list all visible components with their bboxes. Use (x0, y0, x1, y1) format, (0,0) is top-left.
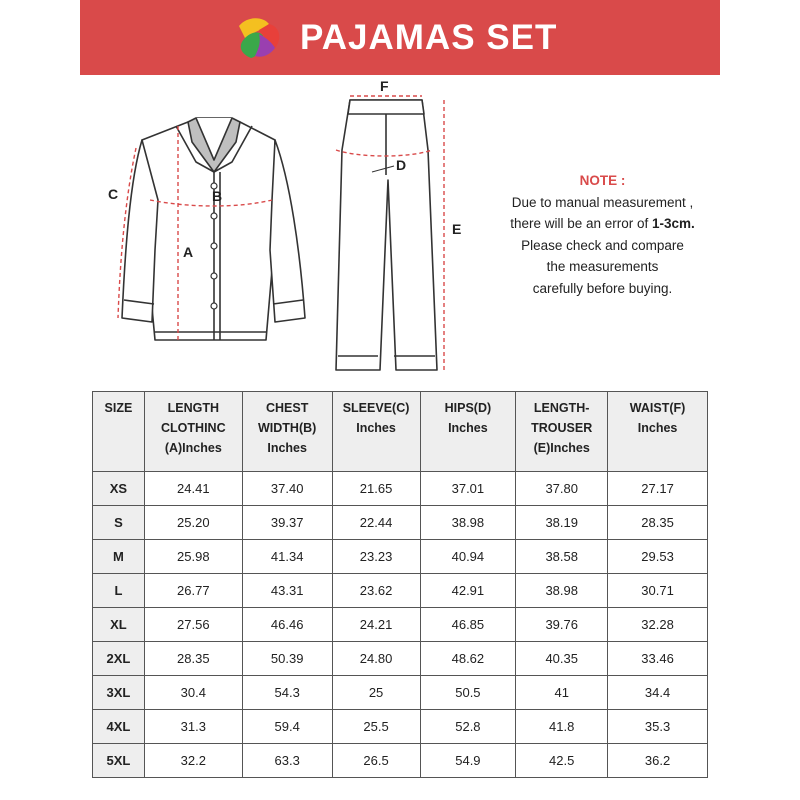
dim-label-b: B (212, 188, 223, 204)
measurement-cell: 25 (332, 676, 420, 710)
measurement-cell: 32.2 (144, 744, 242, 778)
column-header-line: HIPS(D) (444, 401, 492, 415)
dim-label-c: C (108, 186, 119, 202)
column-header-line: CHEST (265, 401, 309, 415)
note-line-4: the measurements (546, 259, 659, 274)
measurement-cell: 37.40 (242, 472, 332, 506)
measurement-cell: 23.23 (332, 540, 420, 574)
measurement-cell: 54.3 (242, 676, 332, 710)
note-line-1: Due to manual measurement , (511, 194, 694, 210)
measurement-cell: 26.5 (332, 744, 420, 778)
size-cell: XL (93, 608, 145, 642)
size-cell: XS (93, 472, 145, 506)
measurement-cell: 54.9 (420, 744, 516, 778)
measurement-cell: 41.8 (516, 710, 608, 744)
measurement-cell: 37.80 (516, 472, 608, 506)
measurement-cell: 59.4 (242, 710, 332, 744)
measurement-cell: 31.3 (144, 710, 242, 744)
measurement-cell: 37.01 (420, 472, 516, 506)
measurement-cell: 42.91 (420, 574, 516, 608)
column-header-line: (E)Inches (533, 441, 590, 455)
measurement-cell: 28.35 (144, 642, 242, 676)
dim-label-d: D (396, 157, 407, 173)
page-title: PAJAMAS SET (300, 18, 558, 57)
column-header-line: SIZE (104, 401, 133, 415)
measurement-cell: 40.94 (420, 540, 516, 574)
column-header (608, 392, 708, 472)
table-row (93, 540, 708, 574)
measurement-cell: 30.4 (144, 676, 242, 710)
measurement-cell: 48.62 (420, 642, 516, 676)
measurement-cell: 25.5 (332, 710, 420, 744)
column-header (93, 392, 145, 472)
dim-label-a: A (183, 244, 194, 260)
measurement-cell: 30.71 (608, 574, 708, 608)
measurement-cell: 32.28 (608, 608, 708, 642)
measurement-cell: 33.46 (608, 642, 708, 676)
measurement-cell: 34.4 (608, 676, 708, 710)
column-header-line: Inches (637, 421, 678, 435)
measurement-cell: 39.76 (516, 608, 608, 642)
table-row (93, 472, 708, 506)
column-header (420, 392, 516, 472)
table-row (93, 710, 708, 744)
measurement-cell: 24.21 (332, 608, 420, 642)
column-header (332, 392, 420, 472)
size-cell: 4XL (93, 710, 145, 744)
measurement-note (495, 170, 710, 299)
measurement-cell: 50.5 (420, 676, 516, 710)
measurement-cell: 46.46 (242, 608, 332, 642)
measurement-cell: 38.19 (516, 506, 608, 540)
size-chart-table (92, 391, 708, 778)
note-line-5: carefully before buying. (532, 280, 673, 296)
column-header-line: WAIST(F) (629, 401, 686, 415)
size-cell: L (93, 574, 145, 608)
measurement-cell: 27.56 (144, 608, 242, 642)
size-cell: 2XL (93, 642, 145, 676)
measurement-cell: 46.85 (420, 608, 516, 642)
measurement-cell: 23.62 (332, 574, 420, 608)
table-header-row (93, 392, 708, 472)
measurement-cell: 27.17 (608, 472, 708, 506)
table-row (93, 506, 708, 540)
measurement-cell: 22.44 (332, 506, 420, 540)
measurement-cell: 28.35 (608, 506, 708, 540)
pants-drawing (336, 100, 437, 370)
measurement-cell: 63.3 (242, 744, 332, 778)
measurement-cell: 35.3 (608, 710, 708, 744)
measurement-cell: 29.53 (608, 540, 708, 574)
size-cell: S (93, 506, 145, 540)
column-header-line: (A)Inches (164, 441, 222, 455)
measurement-cell: 42.5 (516, 744, 608, 778)
table-row (93, 642, 708, 676)
column-header (242, 392, 332, 472)
column-header (516, 392, 608, 472)
measurement-cell: 36.2 (608, 744, 708, 778)
measurement-cell: 24.41 (144, 472, 242, 506)
column-header-line: TROUSER (531, 421, 593, 435)
measurement-cell: 38.98 (420, 506, 516, 540)
note-title: NOTE : (579, 173, 626, 188)
note-line-2-text: there will be an error of (510, 216, 653, 231)
measurement-cell: 24.80 (332, 642, 420, 676)
table-row (93, 574, 708, 608)
column-header-line: Inches (448, 421, 488, 435)
column-header-line: LENGTH- (533, 401, 590, 415)
column-header-line: WIDTH(B) (258, 421, 317, 435)
column-header-line: SLEEVE(C) (342, 401, 410, 415)
measurement-cell: 50.39 (242, 642, 332, 676)
note-line-3: Please check and compare (521, 237, 684, 253)
dim-label-e: E (452, 221, 462, 237)
note-line-2 (495, 213, 710, 235)
note-error-range: 1-3cm. (652, 216, 695, 231)
measurement-cell: 41 (516, 676, 608, 710)
measurement-cell: 39.37 (242, 506, 332, 540)
measurement-cell: 43.31 (242, 574, 332, 608)
size-cell: 5XL (93, 744, 145, 778)
table-row (93, 676, 708, 710)
measurement-cell: 38.98 (516, 574, 608, 608)
table-row (93, 608, 708, 642)
dim-label-f: F (380, 78, 389, 94)
measurement-cell: 26.77 (144, 574, 242, 608)
measurement-cell: 38.58 (516, 540, 608, 574)
measurement-cell: 41.34 (242, 540, 332, 574)
column-header-line: LENGTH (167, 401, 219, 415)
size-cell: M (93, 540, 145, 574)
column-header-line: Inches (267, 441, 307, 455)
measurement-cell: 25.98 (144, 540, 242, 574)
measurement-cell: 40.35 (516, 642, 608, 676)
column-header-line: CLOTHINC (161, 421, 226, 435)
measurement-cell: 21.65 (332, 472, 420, 506)
column-header (144, 392, 242, 472)
table-row (93, 744, 708, 778)
column-header-line: Inches (356, 421, 396, 435)
measurement-cell: 52.8 (420, 710, 516, 744)
size-cell: 3XL (93, 676, 145, 710)
measurement-cell: 25.20 (144, 506, 242, 540)
